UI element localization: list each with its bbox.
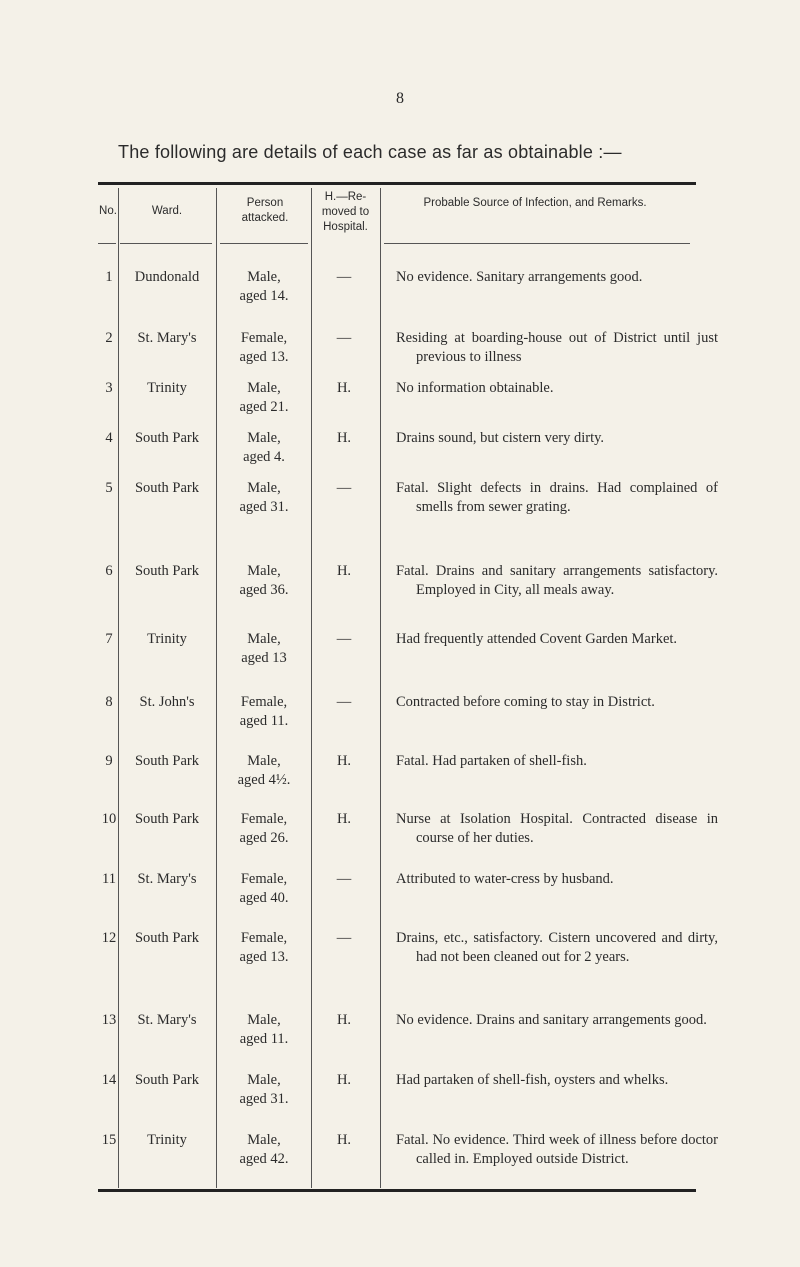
column-divider xyxy=(380,188,381,1188)
hospital-cell: H. xyxy=(336,1072,352,1088)
hospital-cell: H. xyxy=(336,380,352,396)
case-number: 12 xyxy=(101,930,117,946)
case-number: 3 xyxy=(105,380,113,396)
header-underline xyxy=(120,243,212,244)
case-number: 13 xyxy=(101,1012,117,1028)
person-cell xyxy=(216,562,312,600)
person-cell xyxy=(216,1071,312,1109)
person-sex: Male, xyxy=(247,480,281,496)
remarks-cell: Had partaken of shell-fish, oysters and whelks. xyxy=(396,1072,669,1088)
hospital-cell: H. xyxy=(336,1132,352,1148)
person-cell xyxy=(216,929,312,967)
person-cell xyxy=(216,268,312,306)
person-sex: Female, xyxy=(240,811,288,827)
hospital-cell: H. xyxy=(336,430,352,446)
person-age: aged 21. xyxy=(239,399,289,415)
remarks-cell: Fatal. Had partaken of shell-fish. xyxy=(396,753,587,769)
ward-cell: St. Mary's xyxy=(137,1012,197,1028)
person-age: aged 31. xyxy=(239,499,289,515)
hospital-cell: — xyxy=(336,871,352,887)
table-bottom-rule xyxy=(98,1189,696,1192)
ward-cell: Trinity xyxy=(147,380,187,396)
ward-cell: St. Mary's xyxy=(137,871,197,887)
remarks-cell: Fatal. Slight defects in drains. Had complained of smells from sewer grating. xyxy=(396,480,718,515)
person-age: aged 4½. xyxy=(237,772,291,788)
header-remarks: Probable Source of Infection, and Remarks. xyxy=(423,197,647,209)
remarks-cell: No evidence. Sanitary arrangements good. xyxy=(396,269,643,285)
person-sex: Female, xyxy=(240,871,288,887)
person-age: aged 13 xyxy=(241,650,287,666)
person-sex: Male, xyxy=(247,1132,281,1148)
person-sex: Male, xyxy=(247,269,281,285)
case-number: 11 xyxy=(102,871,116,887)
remarks-cell: No information obtainable. xyxy=(396,380,554,396)
remarks-cell: Residing at boarding-house out of District until just previous to illness xyxy=(396,330,718,365)
person-sex: Female, xyxy=(240,930,288,946)
person-sex: Male, xyxy=(247,1012,281,1028)
intro-text: The following are details of each case as far as obtainable :— xyxy=(118,142,622,162)
case-number: 8 xyxy=(105,694,113,710)
hospital-cell: H. xyxy=(336,753,352,769)
hospital-cell: H. xyxy=(336,811,352,827)
header-underline xyxy=(220,243,308,244)
hospital-cell: — xyxy=(336,694,352,710)
person-age: aged 40. xyxy=(239,890,289,906)
case-number: 10 xyxy=(101,811,117,827)
hospital-cell: — xyxy=(336,930,352,946)
case-number: 14 xyxy=(101,1072,117,1088)
ward-cell: St. Mary's xyxy=(137,330,197,346)
remarks-cell: Drains, etc., satisfactory. Cistern uncovered and dirty, had not been cleaned out for 2 years. xyxy=(396,930,718,965)
ward-cell: Trinity xyxy=(147,631,187,647)
ward-cell: South Park xyxy=(134,563,200,579)
case-number: 7 xyxy=(105,631,113,647)
page-number: 8 xyxy=(396,90,404,107)
person-age: aged 11. xyxy=(239,1031,289,1047)
remarks-cell: Nurse at Isolation Hospital. Contracted disease in course of her duties. xyxy=(396,811,718,846)
case-number: 9 xyxy=(105,753,113,769)
person-age: aged 4. xyxy=(243,449,285,465)
person-sex: Male, xyxy=(247,380,281,396)
case-number: 4 xyxy=(105,430,113,446)
header-underline xyxy=(384,243,690,244)
case-number: 2 xyxy=(105,330,113,346)
hospital-cell: H. xyxy=(336,563,352,579)
person-age: aged 14. xyxy=(239,288,289,304)
hospital-cell: H. xyxy=(336,1012,352,1028)
ward-cell: St. John's xyxy=(139,694,195,710)
person-sex: Male, xyxy=(247,563,281,579)
ward-cell: South Park xyxy=(134,430,200,446)
remarks-cell: Attributed to water-cress by husband. xyxy=(396,871,614,887)
person-sex: Male, xyxy=(247,1072,281,1088)
hospital-cell: — xyxy=(336,631,352,647)
person-sex: Female, xyxy=(240,694,288,710)
person-age: aged 31. xyxy=(239,1091,289,1107)
case-number: 1 xyxy=(105,269,113,285)
person-cell xyxy=(216,870,312,908)
person-cell xyxy=(216,429,312,467)
person-sex: Female, xyxy=(240,330,288,346)
person-cell xyxy=(216,810,312,848)
hospital-cell: — xyxy=(336,480,352,496)
remarks-cell: Drains sound, but cistern very dirty. xyxy=(396,430,605,446)
person-age: aged 13. xyxy=(239,349,289,365)
header-hospital: H.—Re- moved to Hospital. xyxy=(321,191,370,233)
hospital-cell: — xyxy=(336,330,352,346)
person-cell xyxy=(216,1131,312,1169)
ward-cell: South Park xyxy=(134,811,200,827)
remarks-cell: Fatal. No evidence. Third week of illness before doctor called in. Employed outside District. xyxy=(396,1132,718,1167)
table-top-rule xyxy=(98,182,696,185)
header-ward: Ward. xyxy=(151,205,183,217)
person-cell xyxy=(216,1011,312,1049)
person-cell xyxy=(216,329,312,367)
remarks-cell: Had frequently attended Covent Garden Market. xyxy=(396,631,678,647)
person-sex: Male, xyxy=(247,430,281,446)
case-number: 5 xyxy=(105,480,113,496)
person-sex: Male, xyxy=(247,631,281,647)
ward-cell: South Park xyxy=(134,1072,200,1088)
header-no: No. xyxy=(99,205,117,217)
ward-cell: South Park xyxy=(134,753,200,769)
person-age: aged 42. xyxy=(239,1151,289,1167)
person-age: aged 13. xyxy=(239,949,289,965)
person-age: aged 26. xyxy=(239,830,289,846)
person-cell xyxy=(216,693,312,731)
header-underline xyxy=(98,243,116,244)
person-cell xyxy=(216,479,312,517)
person-age: aged 36. xyxy=(239,582,289,598)
person-sex: Male, xyxy=(247,753,281,769)
ward-cell: South Park xyxy=(134,930,200,946)
case-number: 15 xyxy=(101,1132,117,1148)
person-cell xyxy=(216,752,312,790)
ward-cell: South Park xyxy=(134,480,200,496)
header-person: Person attacked. xyxy=(241,197,289,224)
person-cell xyxy=(216,379,312,417)
ward-cell: Dundonald xyxy=(134,269,200,285)
ward-cell: Trinity xyxy=(147,1132,187,1148)
hospital-cell: — xyxy=(336,269,352,285)
case-number: 6 xyxy=(105,563,113,579)
remarks-cell: No evidence. Drains and sanitary arrangements good. xyxy=(396,1012,707,1028)
remarks-cell: Contracted before coming to stay in District. xyxy=(396,694,655,710)
person-age: aged 11. xyxy=(239,713,289,729)
person-cell xyxy=(216,630,312,668)
remarks-cell: Fatal. Drains and sanitary arrangements satisfactory. Employed in City, all meals away. xyxy=(396,563,718,598)
